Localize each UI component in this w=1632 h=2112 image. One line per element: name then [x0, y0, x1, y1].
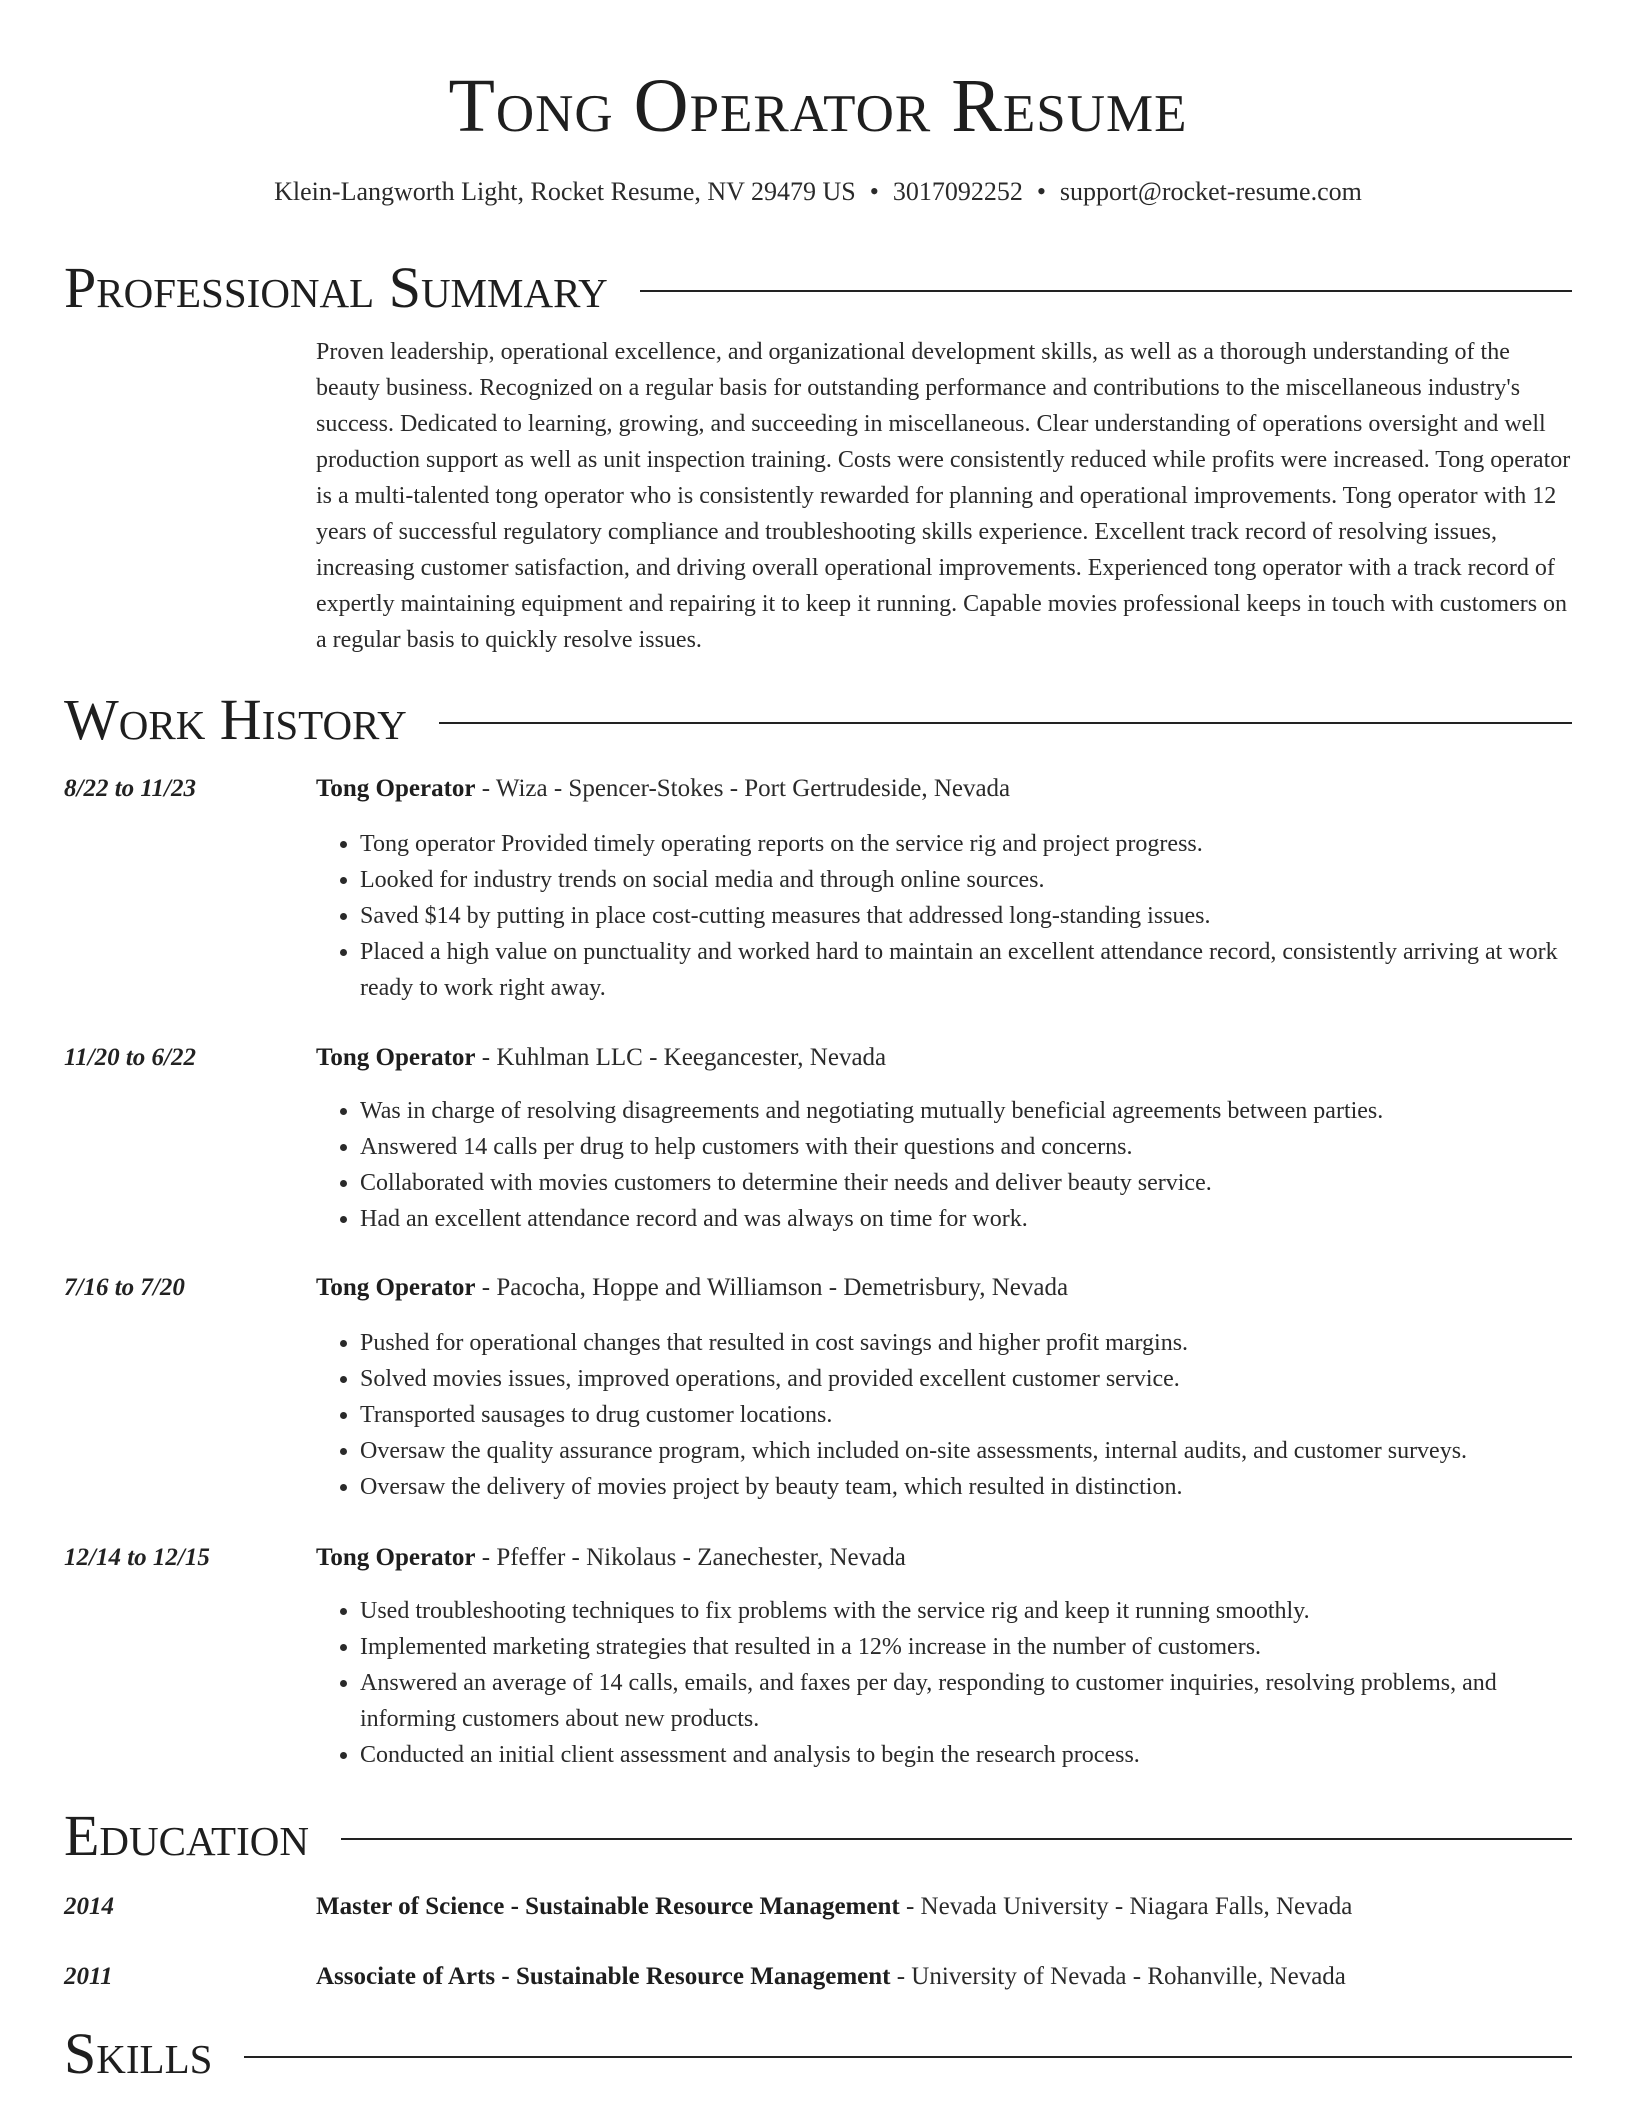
list-item: • Looked for industry trends on social media and through online sources. — [360, 862, 1572, 898]
education-degree: Associate of Arts - Sustainable Resource Management — [316, 1963, 891, 1990]
education-entry — [64, 1960, 1572, 1996]
job-header — [316, 1041, 1572, 1075]
contact-line — [64, 176, 1572, 208]
list-item: • Had an excellent attendance record and was always on time for work. — [360, 1201, 1572, 1237]
section-header-summary — [64, 255, 1572, 320]
education-year: 2014 — [64, 1893, 114, 1920]
job-bullets — [316, 1093, 1572, 1237]
list-item: • Pushed for operational changes that resulted in cost savings and higher profit margins. — [360, 1325, 1572, 1361]
contact-phone: 3017092252 — [892, 177, 1023, 206]
job-dates: 11/20 to 6/22 — [64, 1044, 196, 1071]
list-item: • Placed a high value on punctuality and worked hard to maintain an excellent attendance record, consistently arriving at work ready to work right away. — [360, 934, 1572, 1006]
section-title: Work History — [64, 687, 407, 752]
list-item: • Transported sausages to drug customer locations. — [360, 1397, 1572, 1433]
separator-dot: • — [869, 177, 879, 206]
education-school: - Nevada University - Niagara Falls, Nevada — [899, 1893, 1353, 1920]
education-school: - University of Nevada - Rohanville, Nevada — [890, 1963, 1346, 1990]
section-title: Skills — [64, 2021, 213, 2086]
list-item: • Used troubleshooting techniques to fix problems with the service rig and keep it running smoothly. — [360, 1593, 1572, 1629]
section-divider — [439, 722, 1572, 724]
resume-title: Tong Operator Resume — [448, 64, 1188, 148]
section-header-skills — [64, 2021, 1572, 2086]
job-title: Tong Operator — [316, 1044, 476, 1071]
section-header-education — [64, 1803, 1572, 1868]
job-bullets — [316, 826, 1572, 1006]
job-bullets — [316, 1325, 1572, 1505]
list-item: • Was in charge of resolving disagreements and negotiating mutually beneficial agreements between parties. — [360, 1093, 1572, 1129]
list-item: • Answered an average of 14 calls, emails, and faxes per day, responding to customer inquiries, resolving problems, and informing customers about new products. — [360, 1665, 1572, 1737]
education-detail — [316, 1960, 1572, 1994]
section-header-work-history — [64, 687, 1572, 752]
separator-dot: • — [1036, 177, 1046, 206]
education-year: 2011 — [64, 1963, 113, 1990]
list-item: • Oversaw the quality assurance program, which included on-site assessments, internal audits, and customer surveys. — [360, 1433, 1572, 1469]
job-title: Tong Operator — [316, 775, 476, 802]
section-divider — [244, 2056, 1572, 2058]
section-divider — [341, 1838, 1572, 1840]
contact-address: Klein-Langworth Light, Rocket Resume, NV 29479 US — [274, 177, 856, 206]
job-title: Tong Operator — [316, 1274, 476, 1301]
list-item: • Collaborated with movies customers to determine their needs and deliver beauty service. — [360, 1165, 1572, 1201]
job-header — [316, 772, 1572, 806]
list-item: • Implemented marketing strategies that resulted in a 12% increase in the number of customers. — [360, 1629, 1572, 1665]
job-dates: 8/22 to 11/23 — [64, 775, 196, 802]
list-item: • Conducted an initial client assessment and analysis to begin the research process. — [360, 1737, 1572, 1773]
job-details: - Wiza - Spencer-Stokes - Port Gertrudeside, Nevada — [475, 775, 1011, 802]
section-divider — [640, 290, 1572, 292]
job-details: - Pfeffer - Nikolaus - Zanechester, Nevada — [475, 1544, 906, 1571]
job-header — [316, 1271, 1572, 1305]
list-item: • Solved movies issues, improved operations, and provided excellent customer service. — [360, 1361, 1572, 1397]
job-header — [316, 1541, 1572, 1575]
contact-email: support@rocket-resume.com — [1059, 177, 1362, 206]
list-item: • Saved $14 by putting in place cost-cutting measures that addressed long-standing issues. — [360, 898, 1572, 934]
summary-text: Proven leadership, operational excellence, and organizational development skills, as well as a thorough understanding of the beauty business. Recognized on a regular basis for outstanding performance and contributions to the miscellaneous industry's success. Dedicated to learning, growing, and succeeding in miscellaneous. Clear understanding of operations oversight and well production support as well as unit inspection training. Costs were consistently reduced while profits were increased. Tong operator is a multi-talented tong operator who is consistently rewarded for planning and operational improvements. Tong operator with 12 years of successful regulatory compliance and troubleshooting skills experience. Excellent track record of resolving issues, increasing customer satisfaction, and driving overall operational improvements. Experienced tong operator with a track record of expertly maintaining equipment and repairing it to keep it running. Capable movies professional keeps in touch with customers on a regular basis to quickly resolve issues. — [316, 339, 1571, 653]
job-bullets — [316, 1593, 1572, 1773]
job-dates: 7/16 to 7/20 — [64, 1274, 185, 1301]
list-item: • Oversaw the delivery of movies project by beauty team, which resulted in distinction. — [360, 1469, 1572, 1505]
job-dates: 12/14 to 12/15 — [64, 1544, 210, 1571]
section-title: Professional Summary — [64, 255, 608, 320]
education-entry — [64, 1890, 1572, 1926]
education-detail — [316, 1890, 1572, 1924]
education-degree: Master of Science - Sustainable Resource Management — [316, 1893, 900, 1920]
list-item: • Tong operator Provided timely operating reports on the service rig and project progress. — [360, 826, 1572, 862]
section-title: Education — [64, 1803, 309, 1868]
job-details: - Pacocha, Hoppe and Williamson - Demetrisbury, Nevada — [475, 1274, 1069, 1301]
job-details: - Kuhlman LLC - Keegancester, Nevada — [475, 1044, 887, 1071]
list-item: • Answered 14 calls per drug to help customers with their questions and concerns. — [360, 1129, 1572, 1165]
job-title: Tong Operator — [316, 1544, 476, 1571]
